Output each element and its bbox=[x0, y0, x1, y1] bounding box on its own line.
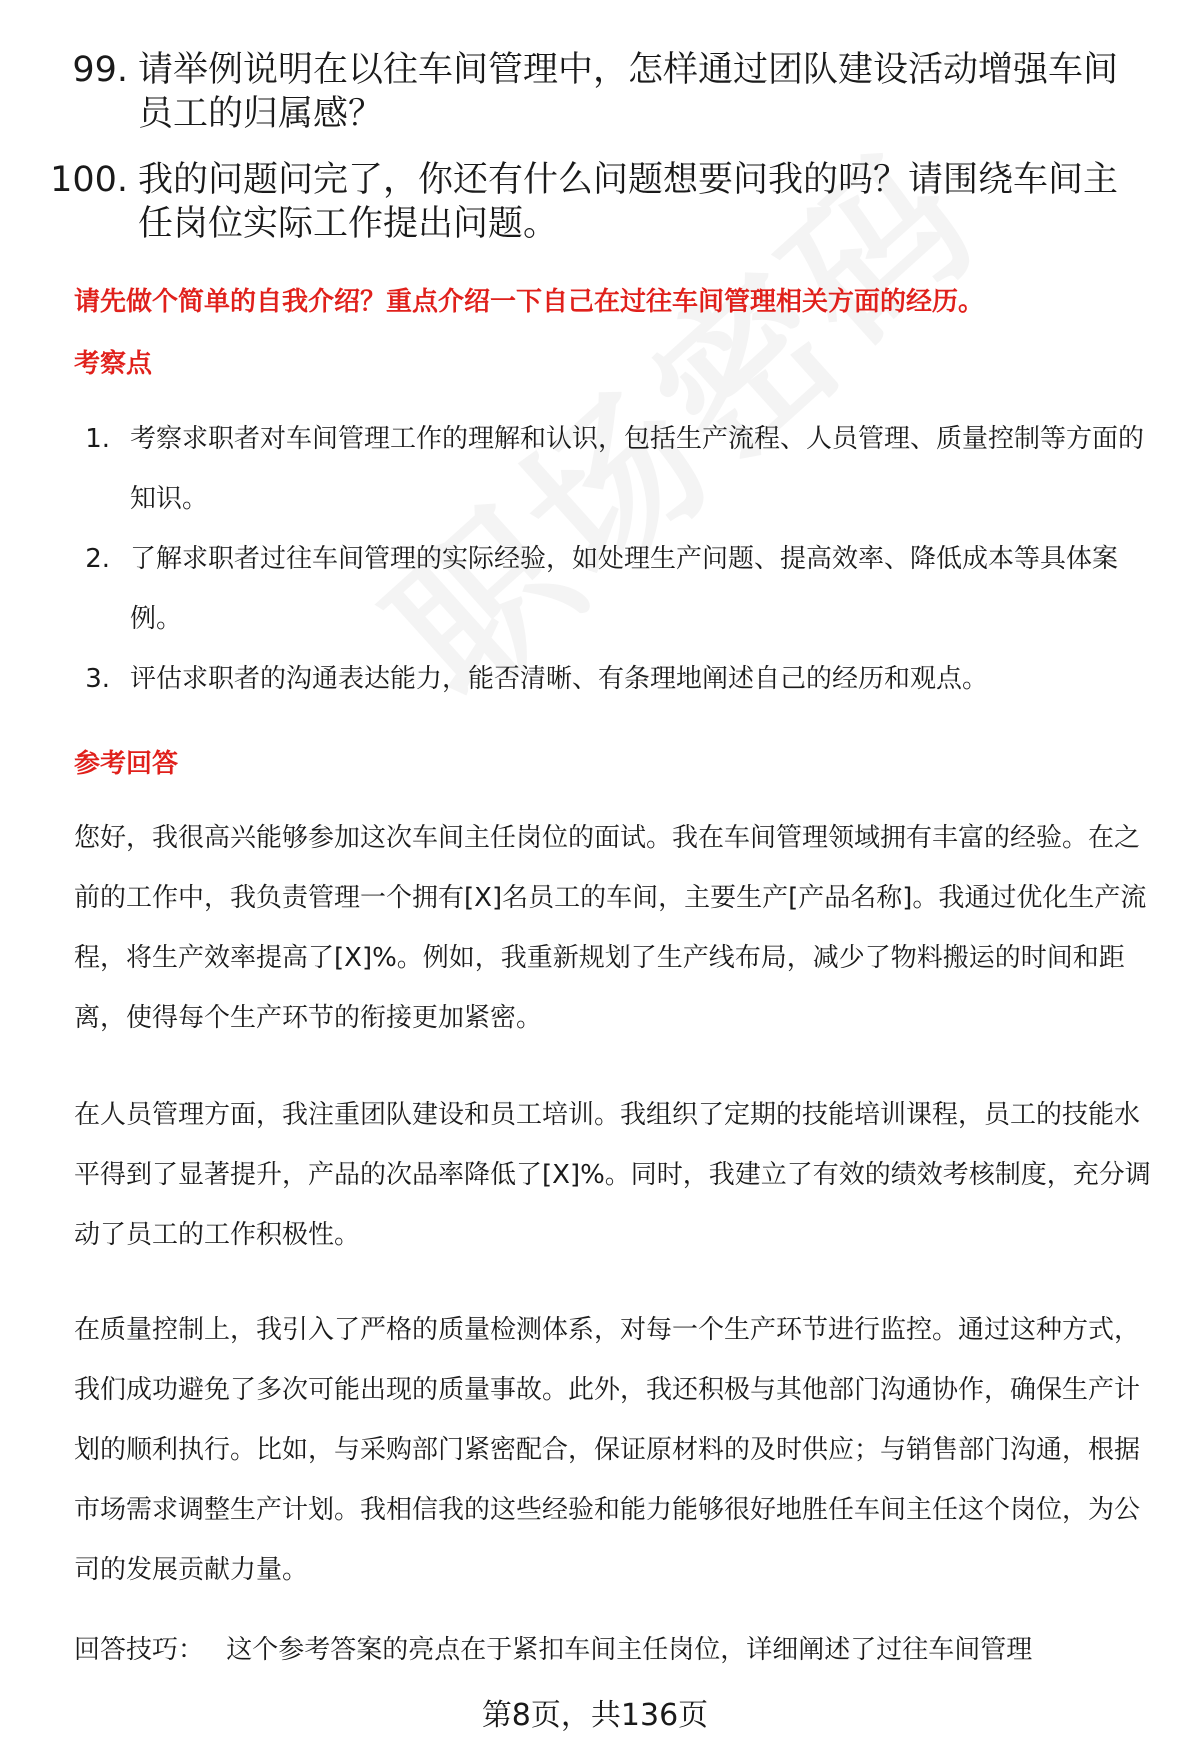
tip-text: 这个参考答案的亮点在于紧扣车间主任岗位，详细阐述了过往车间管理 bbox=[226, 1635, 1033, 1665]
question-item-99 bbox=[30, 48, 1150, 138]
assessment-heading: 考察点 bbox=[74, 349, 153, 379]
current-question-title: 请先做个简单的自我介绍？重点介绍一下自己在过往车间管理相关方面的经历。 bbox=[74, 287, 985, 317]
list-text: 考察求职者对车间管理工作的理解和认识，包括生产流程、人员管理、质量控制等方面的知识。 bbox=[130, 424, 1145, 514]
reference-paragraph-1: 您好，我很高兴能够参加这次车间主任岗位的面试。我在车间管理领域拥有丰富的经验。在之前的工作中，我负责管理一个拥有[X]名员工的车间，主要生产[产品名称]。我通过优化生产流程，将生产效率提高了[X]%。例如，我重新规划了生产线布局，减少了物料搬运的时间和距离，使得每个生产环节的衔接更加紧密。 bbox=[74, 823, 1147, 1033]
list-number: 1. bbox=[85, 424, 110, 454]
tip-label: 回答技巧： bbox=[74, 1635, 205, 1665]
page-footer: 第8页，共136页 bbox=[481, 1698, 709, 1733]
list-number: 3. bbox=[85, 664, 110, 694]
question-text: 请举例说明在以往车间管理中，怎样通过团队建设活动增强车间员工的归属感？ bbox=[138, 50, 1119, 134]
list-number: 2. bbox=[85, 544, 110, 574]
answer-tip bbox=[74, 1630, 1174, 1670]
list-text: 了解求职者过往车间管理的实际经验，如处理生产问题、提高效率、降低成本等具体案例。 bbox=[130, 544, 1119, 634]
question-text: 我的问题问完了，你还有什么问题想要问我的吗？请围绕车间主任岗位实际工作提出问题。 bbox=[138, 160, 1119, 244]
question-item-100 bbox=[30, 158, 1150, 248]
reference-paragraph-2: 在人员管理方面，我注重团队建设和员工培训。我组织了定期的技能培训课程，员工的技能水平得到了显著提升，产品的次品率降低了[X]%。同时，我建立了有效的绩效考核制度，充分调动了员工的工作积极性。 bbox=[74, 1100, 1151, 1250]
list-text: 评估求职者的沟通表达能力，能否清晰、有条理地阐述自己的经历和观点。 bbox=[130, 664, 989, 694]
reference-paragraph-3: 在质量控制上，我引入了严格的质量检测体系，对每一个生产环节进行监控。通过这种方式，我们成功避免了多次可能出现的质量事故。此外，我还积极与其他部门沟通协作，确保生产计划的顺利执行。比如，与采购部门紧密配合，保证原材料的及时供应；与销售部门沟通，根据市场需求调整生产计划。我相信我的这些经验和能力能够很好地胜任车间主任这个岗位，为公司的发展贡献力量。 bbox=[74, 1315, 1141, 1585]
reference-heading: 参考回答 bbox=[74, 749, 179, 779]
question-number: 100. bbox=[50, 160, 128, 200]
question-number: 99. bbox=[72, 50, 128, 90]
